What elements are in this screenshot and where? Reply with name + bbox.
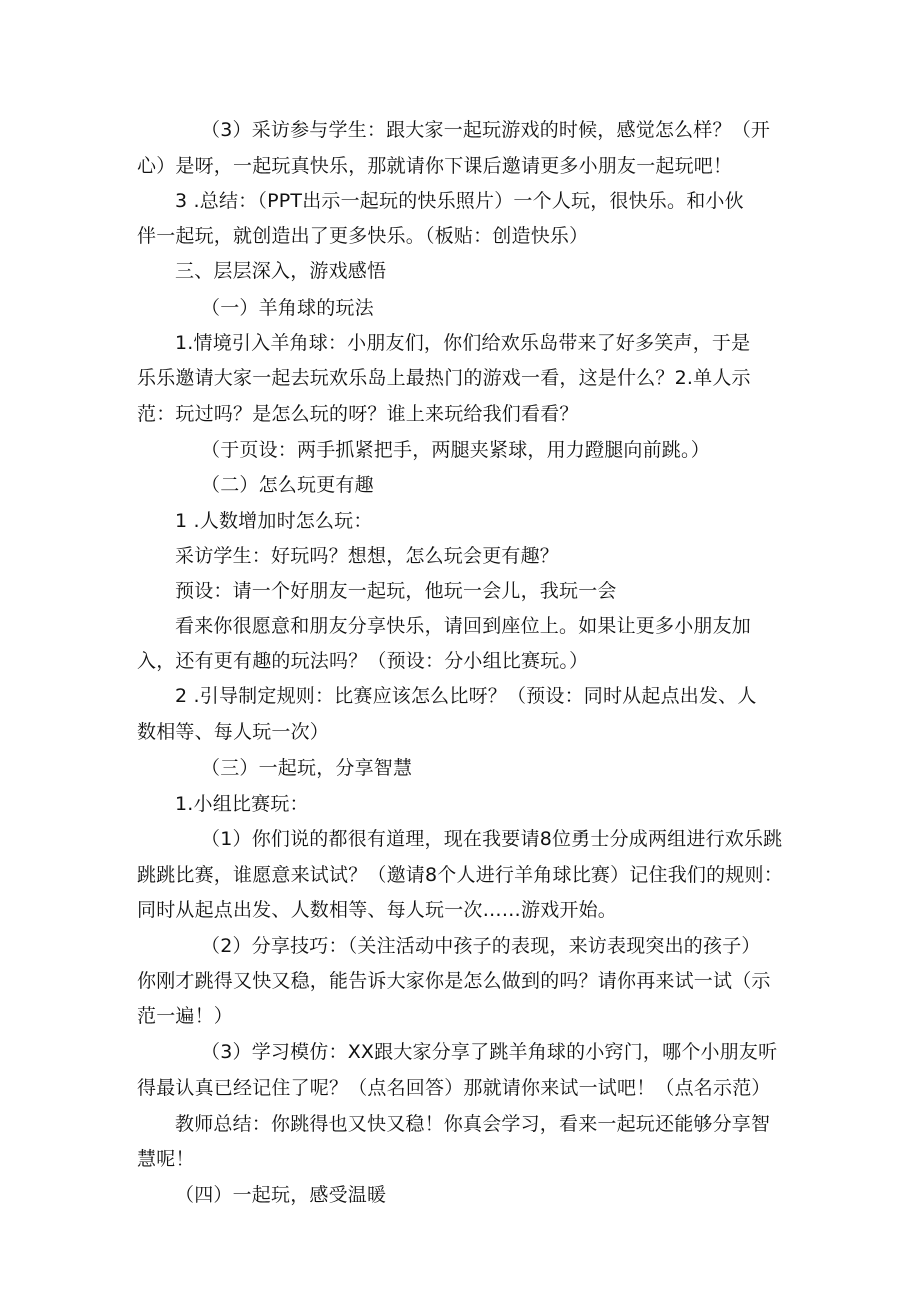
text-line: 范：玩过吗？是怎么玩的呀？谁上来玩给我们看看？ [137,403,579,425]
text-line: 教师总结：你跳得也又快又稳！你真会学习，看来一起玩还能够分享智 [175,1113,771,1135]
text-line: 伴一起玩，就创造出了更多快乐。（板贴：创造快乐） [137,225,589,247]
text-line: 入，还有更有趣的玩法吗？（预设：分小组比赛玩。） [137,650,589,672]
text-line: 1.情境引入羊角球：小朋友们，你们给欢乐岛带来了好多笑声，于是 [175,332,751,354]
text-line: 得最认真已经记住了呢？（点名回答）那就请你来试一试吧！（点名示范） [137,1077,771,1099]
subsection-heading: （二）怎么玩更有趣 [201,474,374,496]
section-heading: 三、层层深入，游戏感悟 [175,260,387,282]
text-line: 跳跳比赛，谁愿意来试试？（邀请8个人进行羊角球比赛）记住我们的规则： [137,864,783,886]
text-line: 心）是呀，一起玩真快乐，那就请你下课后邀请更多小朋友一起玩吧！ [137,155,733,177]
text-line: （于页设：两手抓紧把手，两腿夹紧球，用力蹬腿向前跳。） [201,439,710,461]
text-line: 预设：请一个好朋友一起玩，他玩一会儿，我玩一会 [175,580,617,602]
text-line: 1 .人数增加时怎么玩： [175,510,373,532]
text-line: 你刚才跳得又快又稳，能告诉大家你是怎么做到的吗？请你再来试一试（示 [137,970,771,992]
text-line: 2 .引导制定规则：比赛应该怎么比呀？（预设：同时从起点出发、人 [175,685,757,707]
text-line: 范一遍！） [137,1005,234,1027]
text-line: 看来你很愿意和朋友分享快乐，请回到座位上。如果让更多小朋友加 [175,615,752,637]
subsection-heading: （三）一起玩，分享智慧 [201,757,413,779]
text-line: （3）学习模仿：XX跟大家分享了跳羊角球的小窍门，哪个小朋友听 [201,1041,778,1063]
text-line: 乐乐邀请大家一起去玩欢乐岛上最热门的游戏一看，这是什么？2.单人示 [137,367,751,389]
text-line: 慧呢！ [137,1148,195,1170]
subsection-heading: （四）一起玩，感受温暖 [175,1184,387,1206]
text-line: （2）分享技巧：（关注活动中孩子的表现，来访表现突出的孩子） [201,935,761,957]
text-line: （3）采访参与学生：跟大家一起玩游戏的时候，感觉怎么样？（开 [201,119,771,141]
text-line: 采访学生：好玩吗？想想，怎么玩会更有趣？ [175,545,560,567]
text-line: 同时从起点出发、人数相等、每人玩一次……游戏开始。 [137,899,618,921]
text-line: （1）你们说的都很有道理，现在我要请8位勇士分成两组进行欢乐跳 [201,828,783,850]
text-line: 3 .总结：（PPT出示一起玩的快乐照片）一个人玩，很快乐。和小伙 [175,190,744,212]
text-line: 1.小组比赛玩： [175,793,309,815]
text-line: 数相等、每人玩一次） [137,721,330,743]
subsection-heading: （一）羊角球的玩法 [201,297,374,319]
